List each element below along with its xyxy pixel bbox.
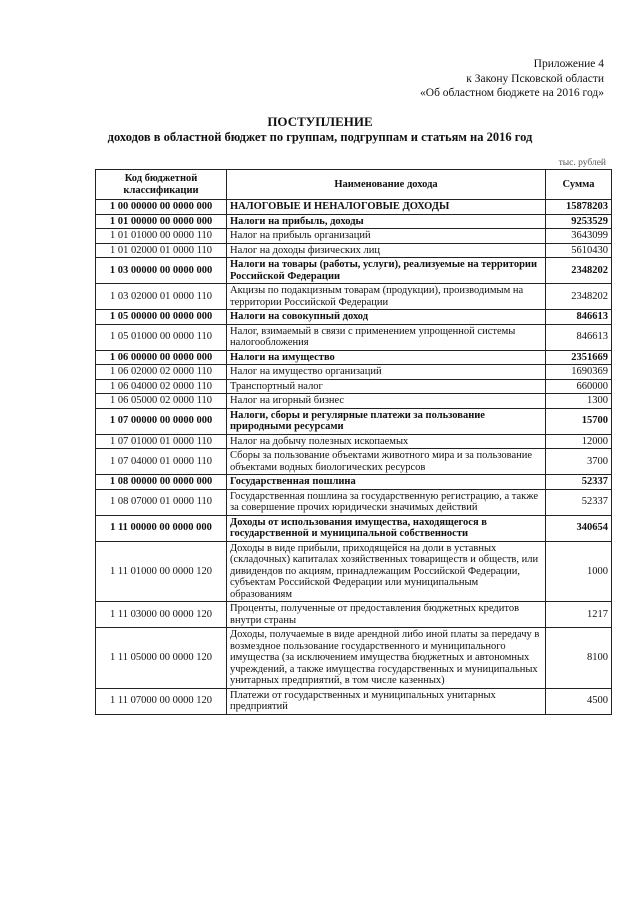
table-row <box>96 602 612 628</box>
document-title: ПОСТУПЛЕНИЕ <box>267 114 373 129</box>
table-row <box>96 214 612 229</box>
name-cell: Государственная пошлина <box>227 475 546 490</box>
code-cell: 1 07 04000 01 0000 110 <box>96 449 227 475</box>
sum-cell: 2351669 <box>546 350 612 365</box>
sum-cell: 2348202 <box>546 284 612 310</box>
sum-cell: 2348202 <box>546 258 612 284</box>
sum-cell: 3700 <box>546 449 612 475</box>
code-cell: 1 01 01000 00 0000 110 <box>96 229 227 244</box>
name-cell: Государственная пошлина за государственную регистрацию, а также за совершение прочих юридически значимых действий <box>227 489 546 515</box>
sum-cell: 15878203 <box>546 200 612 215</box>
code-cell: 1 06 02000 02 0000 110 <box>96 365 227 380</box>
name-cell: Проценты, полученные от предоставления бюджетных кредитов внутри страны <box>227 602 546 628</box>
sum-cell: 4500 <box>546 688 612 714</box>
sum-cell: 846613 <box>546 324 612 350</box>
table-row <box>96 350 612 365</box>
sum-cell: 15700 <box>546 408 612 434</box>
code-cell: 1 08 07000 01 0000 110 <box>96 489 227 515</box>
code-cell: 1 11 07000 00 0000 120 <box>96 688 227 714</box>
name-cell: Налоги на товары (работы, услуги), реализуемые на территории Российской Федерации <box>227 258 546 284</box>
name-cell: Доходы, получаемые в виде арендной либо иной платы за передачу в возмездное пользование государственного и муниципального имущества (за исключением имущества бюджетных и автономных учреждений, а также имущества государственных и муниципальных унитарных предприятий, в том числе казенных) <box>227 628 546 689</box>
header-code: Код бюджетной классификации <box>96 170 227 200</box>
table-row <box>96 324 612 350</box>
name-cell: Акцизы по подакцизным товарам (продукции), производимым на территории Российской Федерации <box>227 284 546 310</box>
units-label: тыс. рублей <box>558 158 606 168</box>
appendix-law: к Закону Псковской области <box>466 72 604 85</box>
name-cell: Налоги на прибыль, доходы <box>227 214 546 229</box>
code-cell: 1 05 00000 00 0000 000 <box>96 310 227 325</box>
table-row <box>96 475 612 490</box>
sum-cell: 340654 <box>546 515 612 541</box>
code-cell: 1 06 00000 00 0000 000 <box>96 350 227 365</box>
sum-cell: 5610430 <box>546 243 612 258</box>
name-cell: Налоги, сборы и регулярные платежи за пользование природными ресурсами <box>227 408 546 434</box>
document-subtitle: доходов в областной бюджет по группам, подгруппам и статьям на 2016 год <box>107 130 533 144</box>
table-row <box>96 365 612 380</box>
table-row <box>96 541 612 602</box>
code-cell: 1 03 02000 01 0000 110 <box>96 284 227 310</box>
code-cell: 1 01 00000 00 0000 000 <box>96 214 227 229</box>
sum-cell: 846613 <box>546 310 612 325</box>
code-cell: 1 08 00000 00 0000 000 <box>96 475 227 490</box>
sum-cell: 1000 <box>546 541 612 602</box>
code-cell: 1 05 01000 00 0000 110 <box>96 324 227 350</box>
sum-cell: 8100 <box>546 628 612 689</box>
code-cell: 1 00 00000 00 0000 000 <box>96 200 227 215</box>
table-row <box>96 449 612 475</box>
table-row <box>96 258 612 284</box>
sum-cell: 9253529 <box>546 214 612 229</box>
name-cell: Платежи от государственных и муниципальных унитарных предприятий <box>227 688 546 714</box>
code-cell: 1 07 00000 00 0000 000 <box>96 408 227 434</box>
sum-cell: 52337 <box>546 489 612 515</box>
sum-cell: 1217 <box>546 602 612 628</box>
table-row <box>96 394 612 409</box>
appendix-header <box>420 57 604 101</box>
table-row <box>96 515 612 541</box>
header-sum: Сумма <box>546 170 612 200</box>
sum-cell: 3643099 <box>546 229 612 244</box>
table-row <box>96 379 612 394</box>
name-cell: Доходы от использования имущества, находящегося в государственной и муниципальной собственности <box>227 515 546 541</box>
name-cell: Налог на прибыль организаций <box>227 229 546 244</box>
table-row <box>96 284 612 310</box>
name-cell: Сборы за пользование объектами животного мира и за пользование объектами водных биологических ресурсов <box>227 449 546 475</box>
table-row <box>96 229 612 244</box>
code-cell: 1 06 05000 02 0000 110 <box>96 394 227 409</box>
sum-cell: 52337 <box>546 475 612 490</box>
name-cell: НАЛОГОВЫЕ И НЕНАЛОГОВЫЕ ДОХОДЫ <box>227 200 546 215</box>
sum-cell: 1300 <box>546 394 612 409</box>
name-cell: Налог на добычу полезных ископаемых <box>227 434 546 449</box>
table-row <box>96 243 612 258</box>
sum-cell: 12000 <box>546 434 612 449</box>
sum-cell: 660000 <box>546 379 612 394</box>
name-cell: Транспортный налог <box>227 379 546 394</box>
table-row <box>96 489 612 515</box>
code-cell: 1 07 01000 01 0000 110 <box>96 434 227 449</box>
name-cell: Налоги на имущество <box>227 350 546 365</box>
table-row <box>96 688 612 714</box>
name-cell: Доходы в виде прибыли, приходящейся на доли в уставных (складочных) капиталах хозяйственных товариществ и обществ, или дивидендов по акциям, принадлежащим Российской Федерации, субъектам Российской Федерации или муниципальным образованиям <box>227 541 546 602</box>
name-cell: Налог, взимаемый в связи с применением упрощенной системы налогообложения <box>227 324 546 350</box>
code-cell: 1 11 01000 00 0000 120 <box>96 541 227 602</box>
table-row <box>96 200 612 215</box>
code-cell: 1 11 05000 00 0000 120 <box>96 628 227 689</box>
code-cell: 1 11 00000 00 0000 000 <box>96 515 227 541</box>
table-row <box>96 434 612 449</box>
code-cell: 1 01 02000 01 0000 110 <box>96 243 227 258</box>
table-row <box>96 310 612 325</box>
revenue-table <box>95 169 612 715</box>
code-cell: 1 06 04000 02 0000 110 <box>96 379 227 394</box>
name-cell: Налог на имущество организаций <box>227 365 546 380</box>
table-row <box>96 408 612 434</box>
appendix-law-title: «Об областном бюджете на 2016 год» <box>420 87 604 99</box>
name-cell: Налоги на совокупный доход <box>227 310 546 325</box>
header-name: Наименование дохода <box>227 170 546 200</box>
code-cell: 1 11 03000 00 0000 120 <box>96 602 227 628</box>
sum-cell: 1690369 <box>546 365 612 380</box>
name-cell: Налог на доходы физических лиц <box>227 243 546 258</box>
name-cell: Налог на игорный бизнес <box>227 394 546 409</box>
table-body <box>96 200 612 715</box>
appendix-number: Приложение 4 <box>533 58 604 70</box>
table-row <box>96 628 612 689</box>
code-cell: 1 03 00000 00 0000 000 <box>96 258 227 284</box>
table-header-row <box>96 170 612 200</box>
